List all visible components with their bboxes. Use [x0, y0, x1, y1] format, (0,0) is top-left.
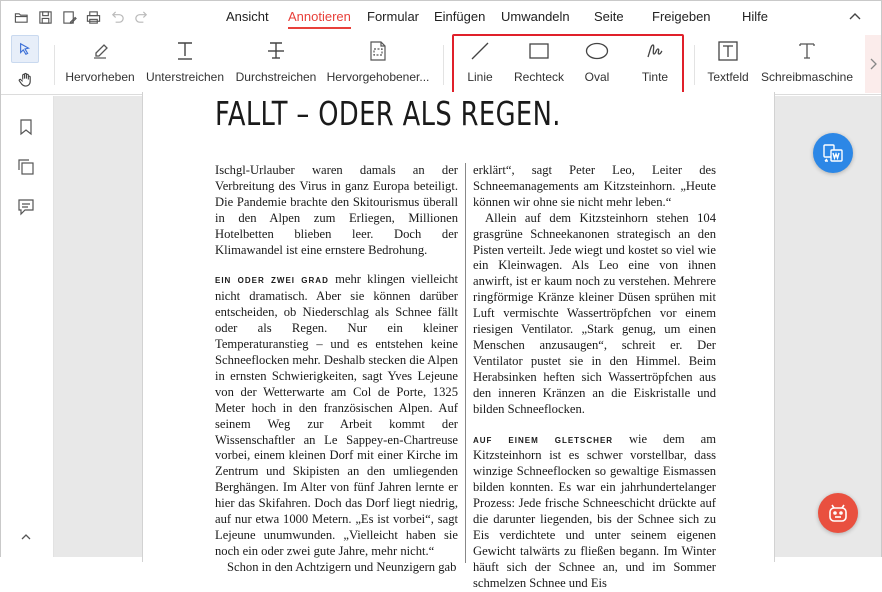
paragraph — [473, 432, 716, 592]
thumbnails-icon[interactable] — [17, 158, 37, 178]
tool-schreibmaschine[interactable] — [761, 33, 853, 93]
menu-bar — [1, 1, 881, 33]
column-divider — [465, 163, 466, 563]
paragraph-text: mehr klingen vielleicht nicht dramatisch. Aber sie können darüber entscheiden, ob Niederschlag als Schnee fällt oder als Regen. Nur ein kleiner Temperaturanstieg – und es entstehen keine Schneeflocken mehr. Deshalb stecken die Alpen in ernsten Schwierigkeiten, sagt Yves Lejeune von der Wetterwarte am Col de Porte, 1325 Meter hoch in den französischen Alpen. Auf seinem Weg zur Arbeit kommt der Wissenschaftler an Le Sappey-en-Chartreuse vorbei, einem kleinen Dorf mit einer Kirche im Zentrum und Skipisten an den umliegenden Berghängen. Im Alter von fünf Jahren lernte er hier das Skifahren. Doch das Dorf liegt niedrig, auf nur etwa 1000 Metern. „Es ist vorbei“, sagt Lejeune unumwunden. „Vielleicht haben sie noch ein oder zwei gute Jahre, mehr nicht.“ — [215, 272, 458, 558]
left-sidebar — [1, 96, 54, 557]
highlighted-area-icon — [367, 33, 389, 69]
textbox-icon — [717, 33, 739, 69]
menu-ansicht[interactable]: Ansicht — [226, 9, 269, 24]
tool-unterstreichen[interactable] — [144, 33, 226, 93]
line-icon — [469, 33, 491, 69]
text-column-right — [473, 163, 716, 592]
menu-seite[interactable]: Seite — [594, 9, 624, 24]
document-page — [142, 92, 775, 590]
collapse-ribbon-icon[interactable] — [847, 9, 863, 25]
text-column-left — [215, 163, 458, 576]
paragraph-text: wie dem am Kitzsteinhorn ist es schwer vorstellbar, dass winzige Schneeflocken so gewaltige Eismassen bilden konnten. Es war ein jahrhundertelanger Prozess: Jede frische Schneeschicht drückte auf die darunter liegenden, bis der Schnee sich zu Eis verdichtete und unter seinem eigenen Gewicht talwärts zu fließen begann. Im Winter häuft sich der Schnee an, und im Sommer schmelzen Schnee und Eis — [473, 431, 716, 590]
tool-label: Durchstreichen — [235, 70, 317, 84]
paragraph — [215, 272, 458, 559]
toolbar-divider — [443, 45, 444, 85]
menu-umwandeln[interactable]: Umwandeln — [501, 9, 570, 24]
hand-tool-icon[interactable] — [11, 66, 39, 92]
tool-label: Linie — [467, 70, 493, 84]
undo-icon[interactable] — [105, 7, 129, 27]
tool-label: Hervorgehobener... — [326, 70, 430, 84]
menu-einfuegen[interactable]: Einfügen — [434, 9, 486, 24]
tool-label: Schreibmaschine — [760, 70, 854, 84]
typewriter-icon — [796, 33, 818, 69]
highlighter-icon — [89, 33, 111, 69]
paragraph: erklärt“, sagt Peter Leo, Leiter des Schneemanagements am Kitzsteinhorn. „Heute können wir ohne sie nicht mehr leben.“ — [473, 163, 716, 209]
page-headline: FALLT – ODER ALS REGEN. — [215, 94, 561, 133]
paragraph: Schon in den Achtzigern und Neunzigern gab — [227, 559, 457, 574]
tool-durchstreichen[interactable] — [234, 33, 318, 93]
tool-hervorgehobener-bereich[interactable] — [325, 33, 431, 93]
toolbar-scroll-right-icon[interactable] — [865, 35, 881, 93]
sidebar-collapse-icon[interactable] — [17, 528, 37, 548]
quick-access-toolbar — [9, 7, 153, 27]
tool-textfeld[interactable] — [704, 33, 752, 93]
strikethrough-t-icon — [265, 33, 287, 69]
select-cursor-icon[interactable] — [11, 35, 39, 63]
comments-icon[interactable] — [17, 198, 37, 218]
tool-label: Tinte — [641, 70, 669, 84]
convert-to-word-icon[interactable] — [813, 133, 853, 173]
save-icon[interactable] — [33, 7, 57, 27]
section-kicker: EIN ODER ZWEI GRAD — [215, 276, 329, 286]
paragraph: Ischgl-Urlauber waren damals an der Verbreitung des Virus in ganz Europa beteiligt. Die Pandemie brachte den Skitourismus überall in den Alpen zum Erliegen, Millionen Hotelbetten blieben leer. Doch der Klimawandel ist eine ernstere Bedrohung. — [215, 163, 458, 257]
bookmark-icon[interactable] — [17, 118, 37, 138]
toolbar-divider — [54, 45, 55, 85]
ai-assistant-icon[interactable] — [818, 493, 858, 533]
toolbar-divider — [694, 45, 695, 85]
rectangle-icon — [528, 33, 550, 69]
oval-icon — [585, 33, 609, 69]
tool-oval[interactable] — [577, 33, 617, 93]
tool-tinte[interactable] — [635, 33, 675, 93]
annotation-toolbar — [1, 33, 881, 95]
underline-t-icon — [174, 33, 196, 69]
print-icon[interactable] — [81, 7, 105, 27]
selection-tools — [11, 35, 45, 92]
tool-label: Hervorheben — [65, 70, 135, 84]
paragraph: Allein auf dem Kitzsteinhorn stehen 104 grasgrüne Schneekanonen strategisch an den Pisten verteilt. Jede wiegt und kostet so viel wie ein Kleinwagen. Als Leo eine von ihnen anwirft, ist er kaum noch zu verstehen. Mehrere ringförmige Kränze kleiner Düsen sprühen mit Luft vermischte Wassertröpfchen vor einem riesigen Ventilator. „Stark genug, um einen Menschen anzusaugen“, schreit er. Der Ventilator pustet sie in den Himmel. Beim Herabsinken heften sich Wassertröpfchen aus den inneren Kränzen an die Eiskristalle und bilden Schneeflocken. — [473, 210, 716, 416]
menu-formular[interactable]: Formular — [367, 9, 420, 24]
document-viewer[interactable] — [54, 94, 881, 590]
tool-label: Oval — [584, 70, 610, 84]
tool-label: Textfeld — [707, 70, 749, 84]
tool-hervorheben[interactable] — [63, 33, 137, 93]
ink-pen-icon — [644, 33, 666, 69]
tool-label: Rechteck — [513, 70, 565, 84]
menu-freigeben[interactable]: Freigeben — [652, 9, 711, 24]
menu-annotieren[interactable]: Annotieren — [288, 9, 351, 24]
section-kicker: AUF EINEM GLETSCHER — [473, 435, 614, 445]
tool-label: Unterstreichen — [145, 70, 225, 84]
edit-save-icon[interactable] — [57, 7, 81, 27]
open-folder-icon[interactable] — [9, 7, 33, 27]
menu-hilfe[interactable]: Hilfe — [742, 9, 769, 24]
redo-icon[interactable] — [129, 7, 153, 27]
tool-linie[interactable] — [460, 33, 500, 93]
tool-rechteck[interactable] — [511, 33, 567, 93]
